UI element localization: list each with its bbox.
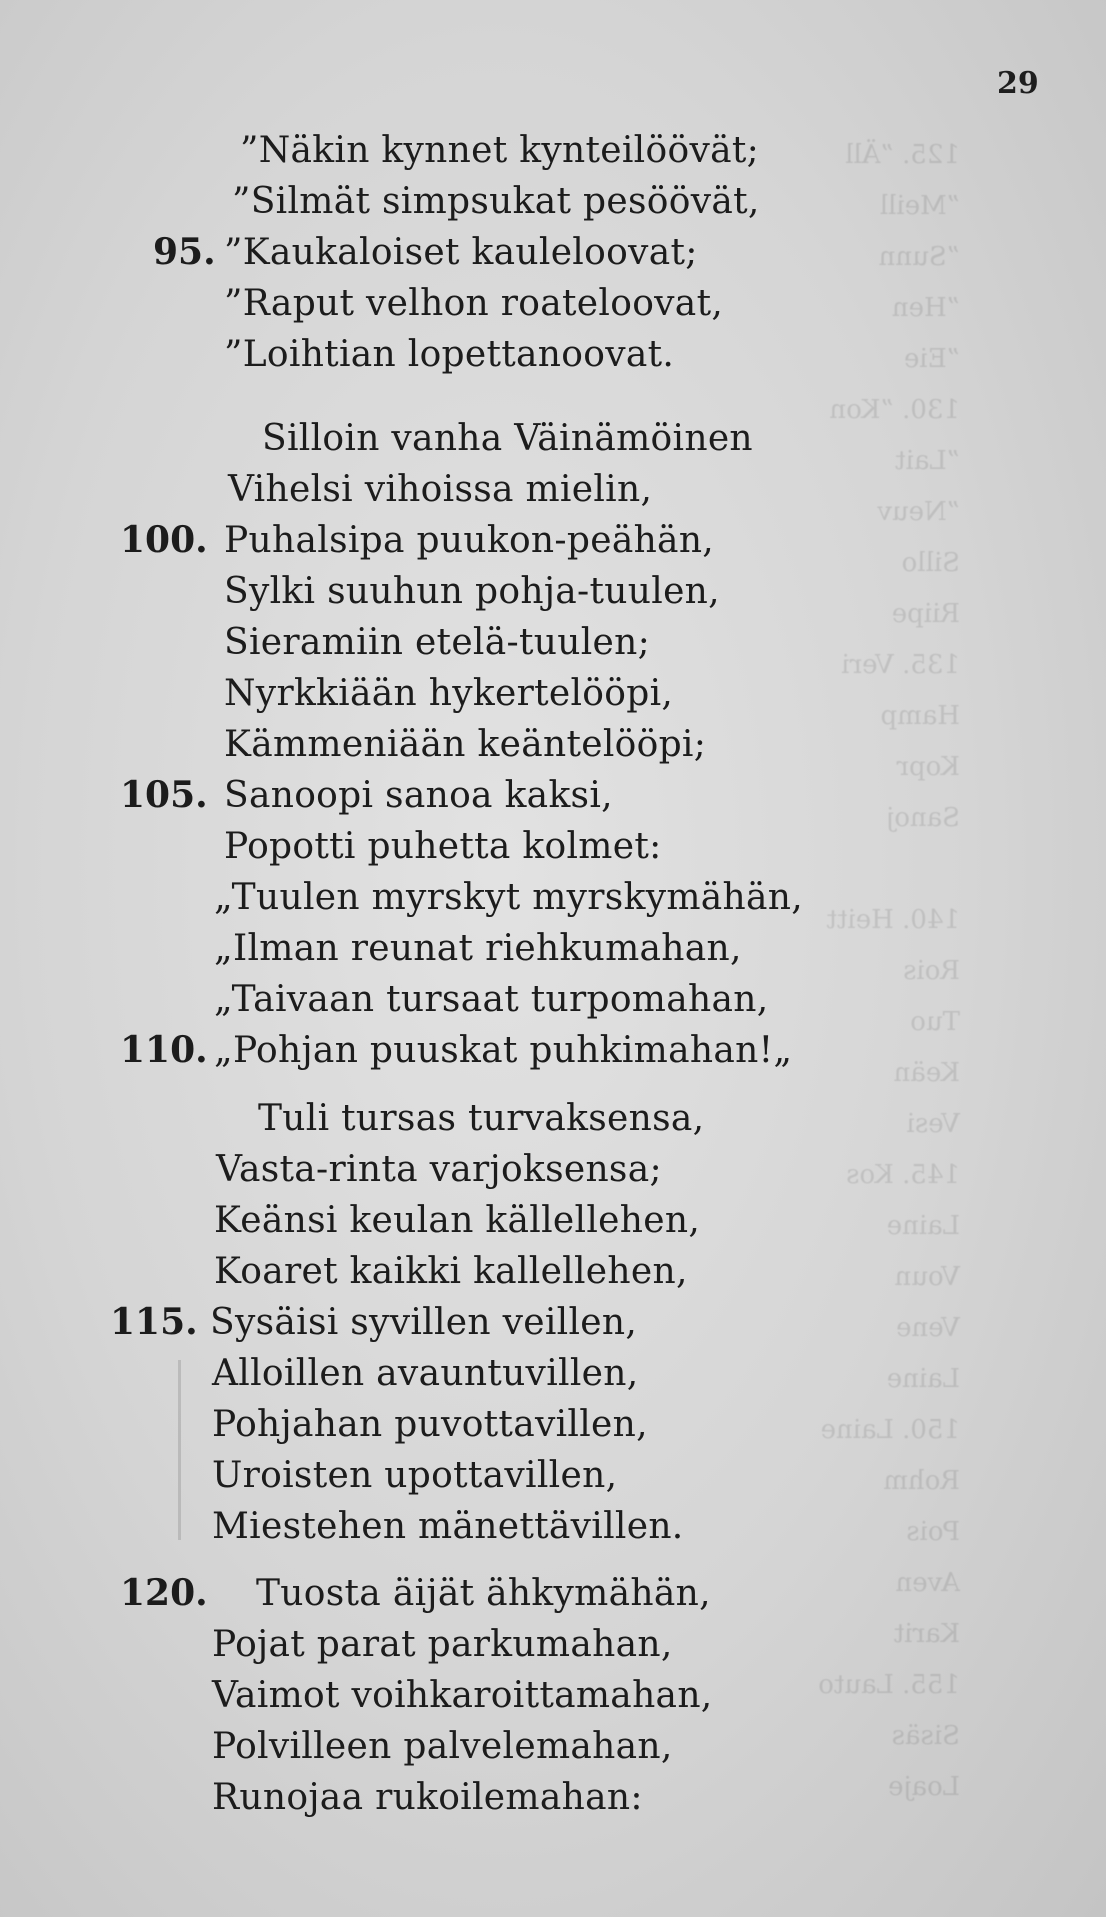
verse-text: Nyrkkiään hykertelööpi, bbox=[224, 673, 674, 714]
verse-text: Uroisten upottavillen, bbox=[212, 1455, 618, 1496]
verse-text: Alloillen avauntuvillen, bbox=[212, 1353, 639, 1394]
verse-text: „Tuulen myrskyt myrskymähän, bbox=[214, 877, 804, 918]
verse-line bbox=[0, 1093, 1106, 1144]
verse-line bbox=[0, 1297, 1106, 1348]
verse-line bbox=[0, 413, 1106, 464]
verse-line bbox=[0, 974, 1106, 1025]
stanza bbox=[0, 125, 1106, 380]
verse-text: Koaret kaikki kallellehen, bbox=[214, 1251, 688, 1292]
verse-line bbox=[0, 1144, 1106, 1195]
verse-line bbox=[0, 1246, 1106, 1297]
verse-text: Vasta-rinta varjoksensa; bbox=[216, 1149, 662, 1190]
verse-line bbox=[0, 515, 1106, 566]
verse-line bbox=[0, 617, 1106, 668]
verse-line bbox=[0, 227, 1106, 278]
stanza bbox=[0, 1568, 1106, 1823]
verse-text: Vaimot voihkaroittamahan, bbox=[212, 1675, 713, 1716]
verse-line bbox=[0, 329, 1106, 380]
verse-line bbox=[0, 566, 1106, 617]
verse-text: Runojaa rukoilemahan: bbox=[212, 1777, 643, 1818]
verse-line bbox=[0, 1721, 1106, 1772]
verse-text: ”Silmät simpsukat pesöövät, bbox=[232, 181, 760, 222]
verse-line bbox=[0, 1399, 1106, 1450]
verse-line bbox=[0, 1619, 1106, 1670]
verse-line bbox=[0, 464, 1106, 515]
verse-text: Tuosta äijät ähkymähän, bbox=[256, 1573, 711, 1614]
show-through-text: 125. ”Äll ”Meill ”Sunn ”Hen ”Eie 130. ”Kon ”Lait ”Neuv Sillo Riipe 135. Veri Hamp Kopr Sanoj 140. Heitt Rois Tuo Keän Vesi 145. Kos Laine Voun Vene Laine 150. Laine Rohm Pois Aven Karit 155. Lauto Sisäs Loaje bbox=[818, 140, 960, 1802]
verse-text: Vihelsi vihoissa mielin, bbox=[228, 469, 653, 510]
verse-line bbox=[0, 1568, 1106, 1619]
verse-text: Sysäisi syvillen veillen, bbox=[210, 1302, 638, 1343]
stanza bbox=[0, 1093, 1106, 1552]
verse-number: 100. bbox=[120, 519, 208, 561]
verse-line bbox=[0, 668, 1106, 719]
verse-line bbox=[0, 1025, 1106, 1076]
verse-line bbox=[0, 176, 1106, 227]
verse-line bbox=[0, 1195, 1106, 1246]
verse-text: Polvilleen palvelemahan, bbox=[212, 1726, 673, 1767]
verse-text: Puhalsipa puukon-peähän, bbox=[224, 520, 715, 561]
verse-text: Silloin vanha Väinämöinen bbox=[262, 418, 753, 459]
verse-line bbox=[0, 1450, 1106, 1501]
verse-line bbox=[0, 872, 1106, 923]
verse-text: Pojat parat parkumahan, bbox=[212, 1624, 673, 1665]
verse-line bbox=[0, 770, 1106, 821]
verse-number: 105. bbox=[120, 774, 208, 816]
verse-line bbox=[0, 1501, 1106, 1552]
page-number: 29 bbox=[997, 66, 1039, 101]
verse-number: 120. bbox=[120, 1572, 208, 1614]
verse-text: Sieramiin etelä-tuulen; bbox=[224, 622, 651, 663]
verse-line bbox=[0, 278, 1106, 329]
verse-text: Kämmeniään keäntelööpi; bbox=[224, 724, 707, 765]
verse-text: Miestehen mänettävillen. bbox=[212, 1506, 684, 1547]
verse-number: 110. bbox=[120, 1029, 208, 1071]
verse-text: ”Loihtian lopettanoovat. bbox=[224, 334, 675, 375]
verse-text: Popotti puhetta kolmet: bbox=[224, 826, 662, 867]
verse-line bbox=[0, 923, 1106, 974]
verse-text: ”Raput velhon roateloovat, bbox=[224, 283, 724, 324]
verse-number: 115. bbox=[110, 1301, 198, 1343]
verse-line bbox=[0, 1772, 1106, 1823]
verse-text: „Taivaan tursaat turpomahan, bbox=[214, 979, 769, 1020]
verse-text: Sanoopi sanoa kaksi, bbox=[224, 775, 613, 816]
verse-text: „Ilman reunat riehkumahan, bbox=[214, 928, 742, 969]
verse-text: ”Näkin kynnet kynteilöövät; bbox=[240, 130, 760, 171]
verse-line bbox=[0, 125, 1106, 176]
stanza bbox=[0, 413, 1106, 1076]
verse-text: Sylki suuhun pohja-tuulen, bbox=[224, 571, 720, 612]
verse-line bbox=[0, 719, 1106, 770]
verse-line bbox=[0, 1670, 1106, 1721]
verse-text: Tuli tursas turvaksensa, bbox=[258, 1098, 705, 1139]
verse-text: „Pohjan puuskat puhkimahan!„ bbox=[214, 1030, 793, 1071]
verse-text: Keänsi keulan källellehen, bbox=[214, 1200, 701, 1241]
verse-text: ”Kaukaloiset kauleloovat; bbox=[224, 232, 698, 273]
verse-line bbox=[0, 821, 1106, 872]
verse-line bbox=[0, 1348, 1106, 1399]
verse-text: Pohjahan puvottavillen, bbox=[212, 1404, 648, 1445]
verse-number: 95. bbox=[153, 231, 216, 273]
